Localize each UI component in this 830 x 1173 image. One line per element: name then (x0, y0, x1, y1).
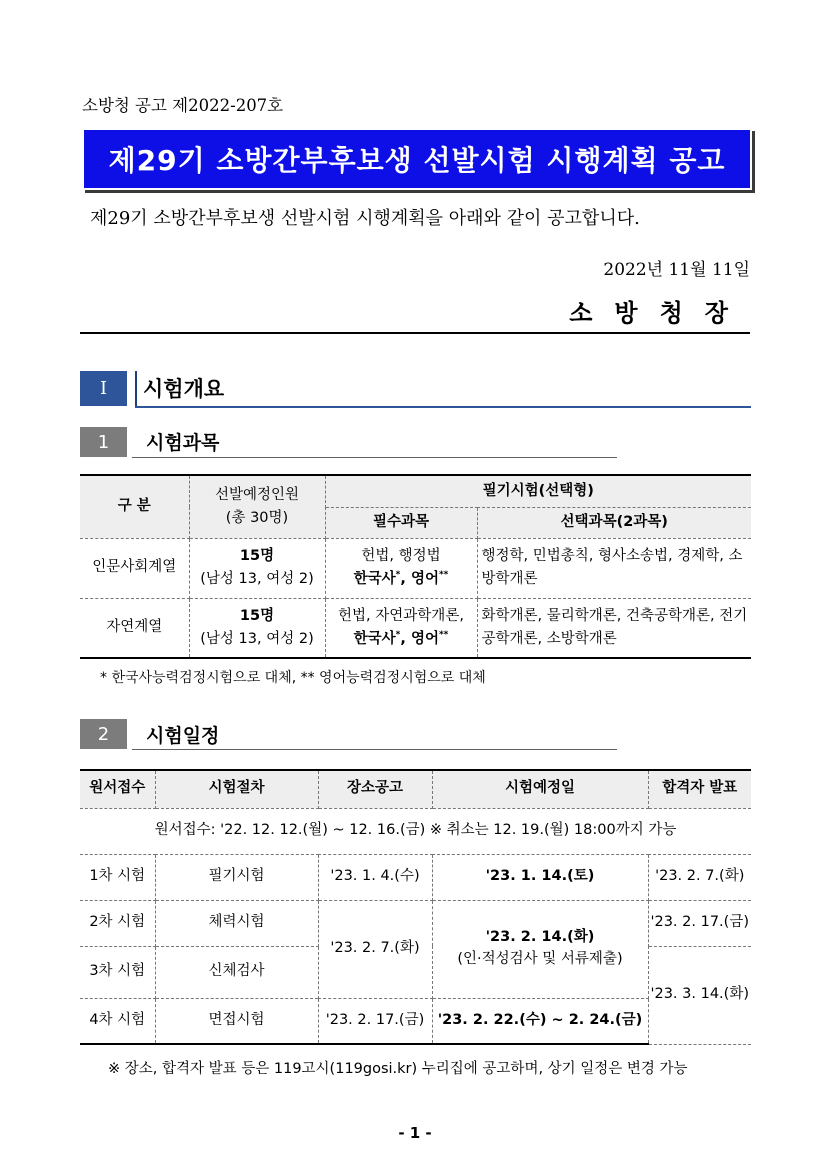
header-written-exam: 필기시험(선택형) (325, 475, 751, 507)
row-required (325, 598, 477, 658)
exam-date: '23. 2. 22.(수) ~ 2. 24.(금) (432, 998, 648, 1044)
table-row (80, 598, 751, 658)
venue-notice: '23. 2. 17.(금) (318, 998, 432, 1044)
footnote-mark-1: * (395, 629, 401, 640)
subjects-footnote: * 한국사능력검정시험으로 대체, ** 영어능력검정시험으로 대체 (100, 670, 486, 686)
row-quota (189, 598, 325, 658)
row-required-line2: 한국사*, 영어** (353, 629, 449, 647)
title-banner (82, 128, 752, 190)
row-category: 인문사회계열 (80, 538, 189, 598)
table-row (80, 854, 751, 900)
row-quota-count: 15명 (239, 547, 275, 564)
subsection-title: 시험과목 (146, 432, 220, 454)
table-row (80, 538, 751, 598)
stage: 4차 시험 (80, 998, 155, 1044)
result-date: '23. 2. 7.(화) (648, 854, 751, 900)
venue-notice: '23. 1. 4.(수) (318, 854, 432, 900)
row-elective: 행정학, 민법총칙, 형사소송법, 경제학, 소방학개론 (477, 538, 751, 598)
row-required-line2: 한국사*, 영어** (353, 570, 449, 587)
result-date: '23. 3. 14.(화) (648, 946, 751, 1044)
venue-notice: '23. 2. 7.(화) (318, 900, 432, 998)
row-required-line1: 헌법, 자연과학개론, (338, 607, 464, 624)
exam-date: '23. 1. 14.(토) (432, 854, 648, 900)
header-exam-date: 시험예정일 (432, 770, 648, 808)
header-application: 원서접수 (80, 770, 155, 808)
row-quota-detail: (남성 13, 여성 2) (200, 571, 314, 587)
notice-number: 소방청 공고 제2022-207호 (82, 96, 284, 115)
section-number-badge: Ⅰ (80, 371, 127, 406)
issuer: 소방청장 (569, 298, 750, 327)
row-category: 자연계열 (80, 598, 189, 658)
exam-schedule-table (80, 769, 751, 1045)
footnote-mark-2: ** (438, 629, 449, 640)
row-quota (189, 538, 325, 598)
intro-text: 제29기 소방간부후보생 선발시험 시행계획을 아래와 같이 공고합니다. (90, 208, 640, 229)
header-result-announcement: 합격자 발표 (648, 770, 751, 808)
subject-korean-history: 한국사 (353, 630, 396, 647)
row-elective: 화학개론, 물리학개론, 건축공학개론, 전기공학개론, 소방학개론 (477, 598, 751, 658)
subject-english: 영어 (410, 630, 439, 647)
application-period-row: 원서접수: '22. 12. 12.(월) ~ 12. 16.(금) ※ 취소는 12. 19.(월) 18:00까지 가능 (80, 808, 751, 854)
stage: 3차 시험 (80, 946, 155, 998)
subject-korean-history: 한국사 (353, 571, 396, 587)
row-required (325, 538, 477, 598)
procedure: 면접시험 (155, 998, 318, 1044)
section-divider-vertical (135, 371, 137, 407)
exam-date-note: (인·적성검사 및 서류제출) (457, 951, 623, 967)
stage: 1차 시험 (80, 854, 155, 900)
footnote-mark-2: ** (438, 570, 449, 581)
document-title: 제29기 소방간부후보생 선발시험 시행계획 공고 (108, 144, 726, 177)
procedure: 체력시험 (155, 900, 318, 946)
subsection-number-badge: 2 (80, 719, 127, 749)
subsection-number-badge: 1 (80, 427, 127, 457)
procedure: 신체검사 (155, 946, 318, 998)
header-procedure: 시험절차 (155, 770, 318, 808)
footnote-mark-1: * (395, 570, 401, 581)
header-required-subjects: 필수과목 (325, 507, 477, 538)
section-underline (135, 406, 751, 408)
schedule-footnote: ※ 장소, 합격자 발표 등은 119고시(119gosi.kr) 누리집에 공고하며, 상기 일정은 변경 가능 (108, 1061, 688, 1077)
row-quota-detail: (남성 13, 여성 2) (200, 630, 314, 647)
subsection-underline (132, 749, 617, 750)
procedure: 필기시험 (155, 854, 318, 900)
header-category: 구 분 (80, 475, 189, 538)
exam-date-value: '23. 2. 14.(화) (485, 929, 595, 946)
row-required-line1: 헌법, 행정법 (361, 547, 441, 564)
exam-subjects-table (80, 474, 751, 659)
table-row (80, 900, 751, 946)
exam-date (432, 900, 648, 998)
header-elective-subjects: 선택과목(2과목) (477, 507, 751, 538)
result-date: '23. 2. 17.(금) (648, 900, 751, 946)
section-title: 시험개요 (143, 377, 225, 401)
header-venue-notice: 장소공고 (318, 770, 432, 808)
subsection-underline (132, 457, 617, 458)
row-quota-count: 15명 (239, 607, 275, 624)
header-divider (80, 332, 750, 334)
header-quota (189, 475, 325, 538)
page-number: - 1 - (398, 1124, 432, 1142)
header-quota-label: 선발예정인원 (214, 486, 300, 503)
announcement-date: 2022년 11월 11일 (603, 260, 750, 280)
subject-english: 영어 (410, 571, 439, 587)
header-quota-total: (총 30명) (225, 509, 289, 526)
stage: 2차 시험 (80, 900, 155, 946)
subsection-title: 시험일정 (146, 725, 220, 747)
